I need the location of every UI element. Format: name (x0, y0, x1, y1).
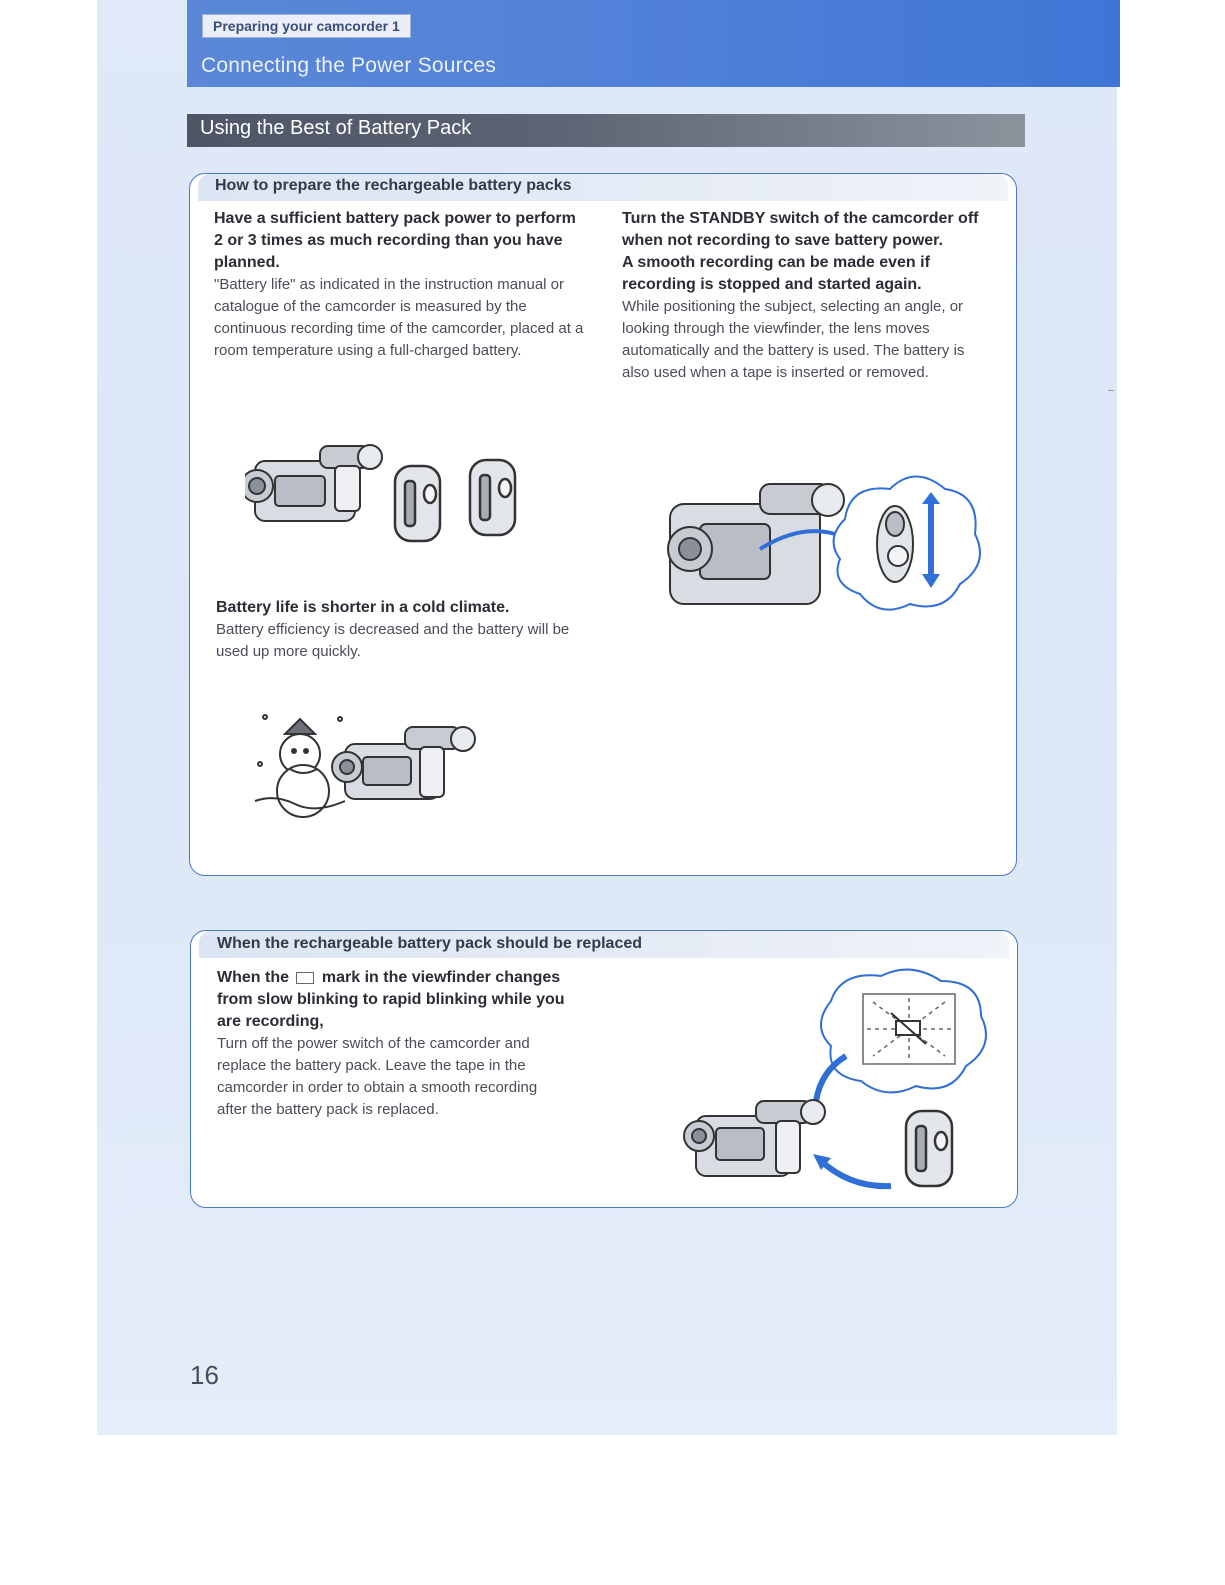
battery-pack-icon (906, 1111, 952, 1186)
prepare-lead-2: Battery life is shorter in a cold climate. (216, 599, 510, 616)
camcorder-icon (332, 727, 475, 799)
prepare-right-lead-1: Turn the STANDBY switch of the camcorder off when not recording to save battery power. (622, 210, 979, 249)
camcorder-icon (684, 1100, 825, 1176)
prepare-left-column-2 (216, 597, 576, 663)
page-number: 16 (190, 1360, 219, 1390)
panel-prepare-header (198, 174, 1008, 201)
margin-mark (1108, 390, 1114, 391)
prepare-lead-1: Have a sufficient battery pack power to perform 2 or 3 times as much recording than you have planned. (214, 210, 576, 271)
prepare-body-2: Battery efficiency is decreased and the battery will be used up more quickly. (216, 621, 570, 660)
replace-text-column (217, 967, 567, 1121)
panel-replace-heading: When the rechargeable battery pack should be replaced (217, 935, 643, 952)
panel-prepare-heading: How to prepare the rechargeable battery packs (215, 177, 572, 194)
standby-switch-icon (877, 506, 913, 582)
camcorder-icon (245, 445, 382, 521)
prepare-right-body-2: While positioning the subject, selecting an angle, or looking through the viewfinder, the lens moves automatically and the battery is used. The battery is also used when a tape is inserted or removed. (622, 298, 965, 381)
arrow-icon (821, 1161, 891, 1186)
replace-battery-illustration (681, 966, 1001, 1191)
replace-lead-prefix: When the (217, 969, 289, 986)
battery-mark-icon (296, 972, 314, 984)
replace-body: Turn off the power switch of the camcorder and replace the battery pack. Leave the tape in the camcorder in order to obtain a smooth recording after the battery pack is replaced. (217, 1035, 538, 1118)
camcorder-icon (668, 484, 844, 604)
replace-lead-suffix: mark in the viewfinder changes from slow blinking to rapid blinking while you are recording, (217, 969, 565, 1030)
camcorder-with-batteries-illustration (245, 436, 535, 546)
panel-prepare (189, 173, 1017, 876)
panel-replace-header (199, 931, 1009, 958)
chapter-title: Connecting the Power Sources (201, 54, 497, 77)
cold-climate-illustration (245, 709, 485, 824)
prepare-body-1: "Battery life" as indicated in the instruction manual or catalogue of the camcorder is measured by the continuous recording time of the camcorder, placed at a room temperature using a full-charged battery. (214, 276, 584, 359)
standby-switch-illustration (650, 464, 990, 624)
battery-pack-icon (470, 460, 515, 535)
prepare-left-column (214, 208, 584, 362)
section-bar (187, 114, 1025, 147)
prepare-right-column (622, 208, 992, 384)
battery-pack-icon (395, 466, 440, 541)
section-title: Using the Best of Battery Pack (200, 117, 472, 139)
panel-replace (190, 930, 1018, 1208)
breadcrumb: Preparing your camcorder 1 (202, 14, 411, 38)
prepare-right-lead-2: A smooth recording can be made even if recording is stopped and started again. (622, 254, 930, 293)
replace-lead (217, 967, 567, 1033)
